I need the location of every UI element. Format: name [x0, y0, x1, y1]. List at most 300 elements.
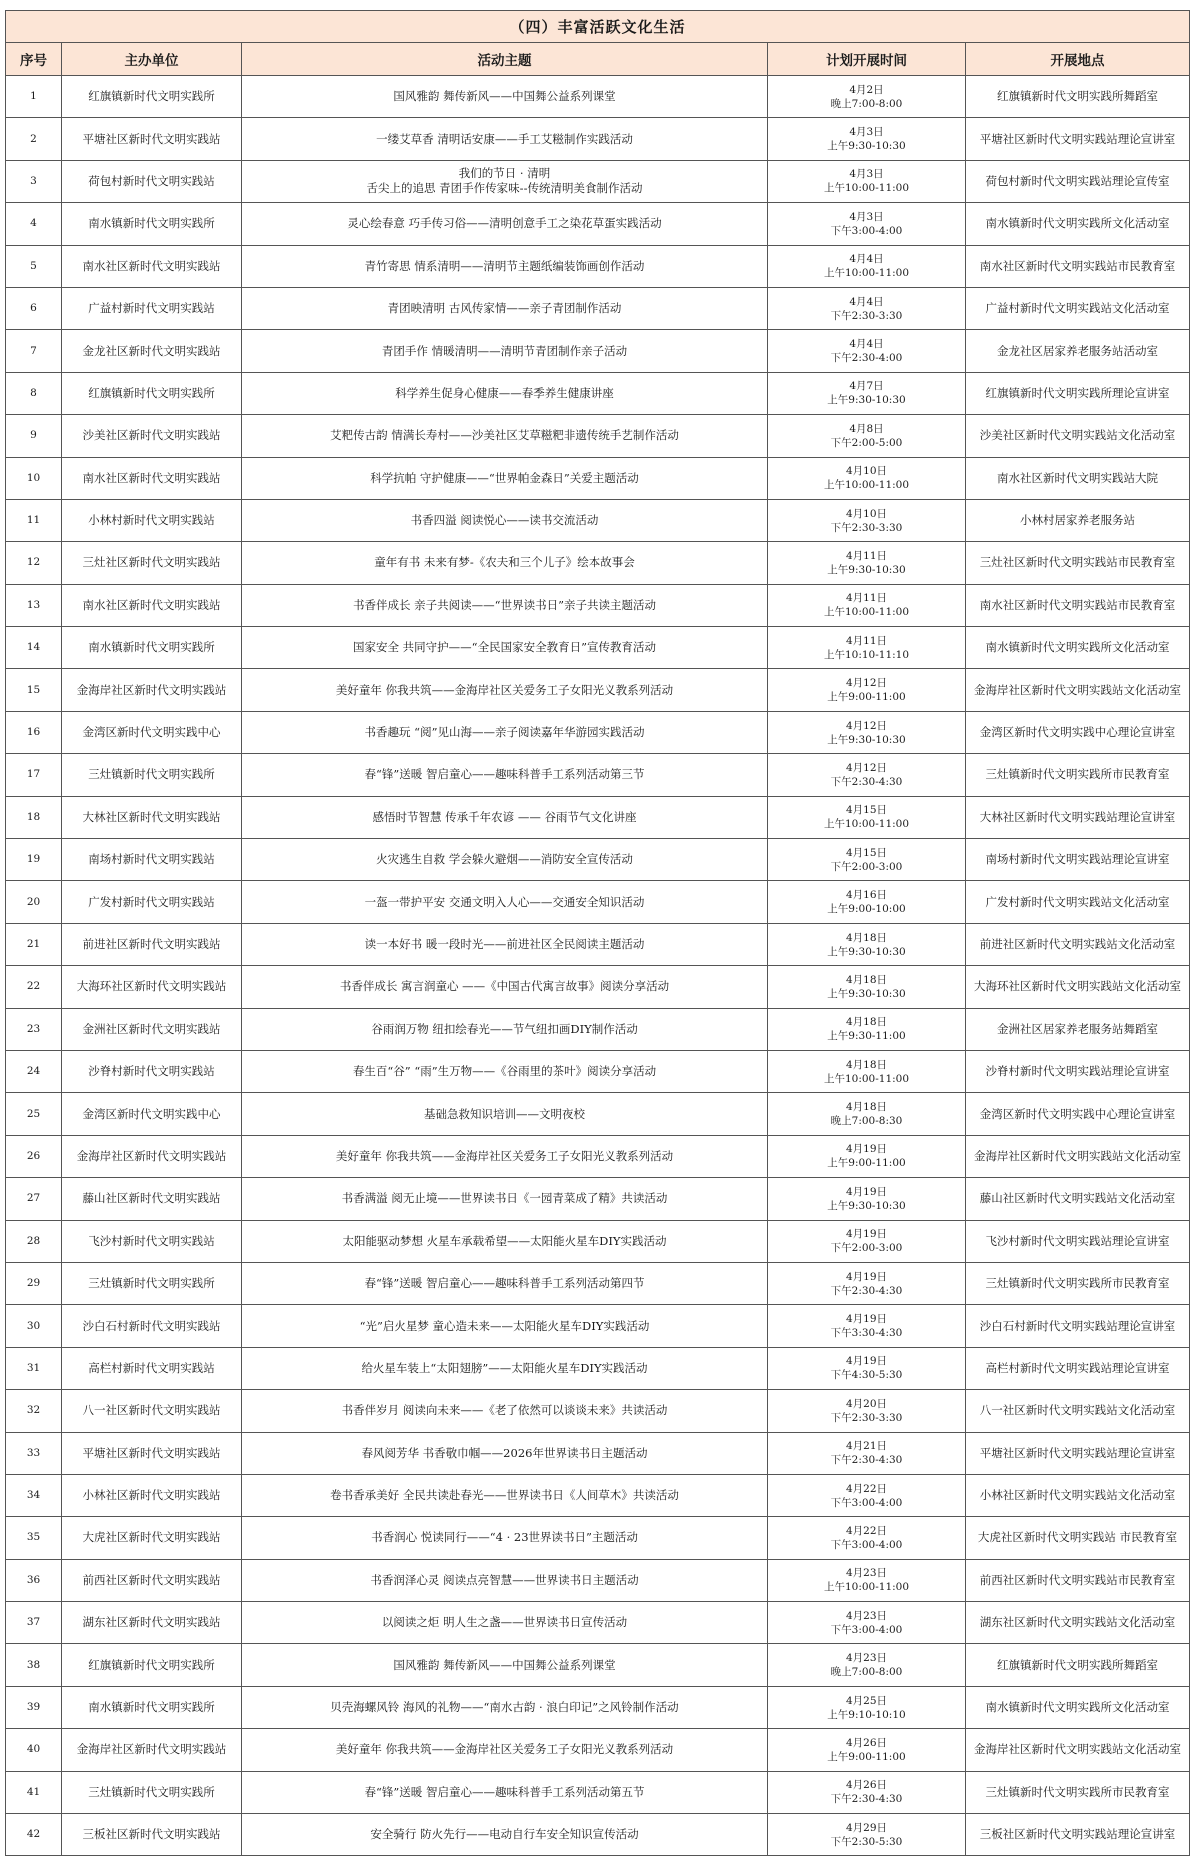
table-row [6, 1008, 1190, 1050]
row-location: 三灶镇新时代文明实践所市民教育室 [966, 754, 1190, 796]
row-date: 4月23日 [845, 1609, 888, 1622]
row-location: 藤山社区新时代文明实践站文化活动室 [966, 1178, 1190, 1220]
row-scheduled-time [768, 1050, 966, 1092]
row-date: 4月3日 [849, 210, 884, 223]
row-scheduled-time [768, 372, 966, 414]
table-row [6, 1050, 1190, 1092]
row-scheduled-time [768, 245, 966, 287]
row-theme-line: 美好童年 你我共筑——金海岸社区关爱务工子女阳光义教系列活动 [335, 1148, 674, 1163]
row-organizer: 三灶社区新时代文明实践站 [62, 542, 242, 584]
row-theme-line: 书香伴成长 亲子共阅读——“世界读书日”亲子共读主题活动 [353, 597, 656, 612]
table-row [6, 711, 1190, 753]
row-theme [242, 1220, 768, 1262]
row-date: 4月19日 [845, 1313, 888, 1326]
row-organizer: 平塘社区新时代文明实践站 [62, 118, 242, 160]
row-time-range: 下午2:00-3:00 [830, 860, 903, 873]
table-row [6, 1771, 1190, 1813]
row-scheduled-time [768, 330, 966, 372]
row-time-range: 上午9:30-10:30 [827, 945, 906, 958]
header-location: 开展地点 [966, 43, 1190, 76]
row-date: 4月15日 [845, 846, 888, 859]
row-scheduled-time [768, 1390, 966, 1432]
row-number: 3 [6, 160, 62, 202]
row-scheduled-time [768, 499, 966, 541]
row-date: 4月29日 [845, 1821, 888, 1834]
row-scheduled-time [768, 118, 966, 160]
row-number: 33 [6, 1432, 62, 1474]
activity-table [5, 10, 1190, 1856]
row-scheduled-time [768, 1729, 966, 1771]
row-time-range: 上午9:10-10:10 [827, 1708, 906, 1721]
row-location: 金龙社区居家养老服务站活动室 [966, 330, 1190, 372]
table-row [6, 1220, 1190, 1262]
row-scheduled-time [768, 1135, 966, 1177]
row-theme-line: 青团手作 情暖清明——清明节青团制作亲子活动 [381, 343, 628, 358]
row-date: 4月4日 [849, 295, 884, 308]
row-number: 34 [6, 1474, 62, 1516]
row-theme-line: 艾粑传古韵 情满长寿村——沙美社区艾草糍粑非遗传统手艺制作活动 [330, 428, 679, 443]
row-number: 36 [6, 1559, 62, 1601]
row-scheduled-time [768, 203, 966, 245]
row-location: 荷包村新时代文明实践站理论宣传室 [966, 160, 1190, 202]
row-location: 八一社区新时代文明实践站文化活动室 [966, 1390, 1190, 1432]
row-theme-line: 书香满溢 阅无止境——世界读书日《一园青菜成了精》共读活动 [341, 1191, 668, 1206]
row-theme [242, 1602, 768, 1644]
table-row [6, 1602, 1190, 1644]
table-row [6, 1390, 1190, 1432]
row-time-range: 下午3:30-4:30 [830, 1327, 903, 1340]
table-row [6, 203, 1190, 245]
row-organizer: 三板社区新时代文明实践站 [62, 1814, 242, 1856]
row-date: 4月2日 [849, 83, 884, 96]
row-organizer: 广益村新时代文明实践站 [62, 287, 242, 329]
row-theme [242, 584, 768, 626]
row-number: 39 [6, 1686, 62, 1728]
row-theme [242, 796, 768, 838]
row-theme-line: 灵心绘春意 巧手传习俗——清明创意手工之染花草蛋实践活动 [347, 216, 662, 231]
row-time-range: 上午9:30-11:00 [827, 1030, 906, 1043]
row-theme-line: 书香润心 悦读同行——“4 · 23世界读书日”主题活动 [371, 1530, 638, 1545]
row-date: 4月19日 [845, 1270, 888, 1283]
row-theme-line: 美好童年 你我共筑——金海岸社区关爱务工子女阳光义教系列活动 [335, 682, 674, 697]
row-date: 4月26日 [845, 1779, 888, 1792]
row-organizer: 藤山社区新时代文明实践站 [62, 1178, 242, 1220]
row-location: 三板社区新时代文明实践站理论宣讲室 [966, 1814, 1190, 1856]
table-row [6, 1135, 1190, 1177]
row-theme [242, 542, 768, 584]
row-scheduled-time [768, 1474, 966, 1516]
row-theme-line: 国风雅韵 舞传新风——中国舞公益系列课堂 [393, 1657, 616, 1672]
row-time-range: 下午2:00-3:00 [830, 1242, 903, 1255]
row-organizer: 高栏村新时代文明实践站 [62, 1347, 242, 1389]
row-time-range: 上午10:00-11:00 [823, 1072, 910, 1085]
row-location: 红旗镇新时代文明实践所舞蹈室 [966, 76, 1190, 118]
row-theme [242, 1262, 768, 1304]
table-row [6, 966, 1190, 1008]
row-theme [242, 881, 768, 923]
row-time-range: 上午9:00-11:00 [827, 1157, 906, 1170]
row-date: 4月18日 [845, 1101, 888, 1114]
row-scheduled-time [768, 669, 966, 711]
row-scheduled-time [768, 966, 966, 1008]
row-theme [242, 1432, 768, 1474]
table-row [6, 160, 1190, 202]
row-theme-line: 以阅读之炬 明人生之盏——世界读书日宣传活动 [381, 1615, 628, 1630]
row-number: 5 [6, 245, 62, 287]
row-theme-line: 书香趣玩 “阅”见山海——亲子阅读嘉年华游园实践活动 [364, 725, 645, 740]
table-row [6, 76, 1190, 118]
row-date: 4月20日 [845, 1397, 888, 1410]
row-number: 37 [6, 1602, 62, 1644]
row-location: 广益村新时代文明实践站文化活动室 [966, 287, 1190, 329]
row-location: 金海岸社区新时代文明实践站文化活动室 [966, 1729, 1190, 1771]
row-date: 4月21日 [845, 1440, 888, 1453]
table-row [6, 372, 1190, 414]
row-organizer: 南场村新时代文明实践站 [62, 839, 242, 881]
row-date: 4月11日 [845, 549, 888, 562]
row-theme [242, 754, 768, 796]
table-row [6, 1517, 1190, 1559]
row-organizer: 金湾区新时代文明实践中心 [62, 1093, 242, 1135]
table-row [6, 499, 1190, 541]
row-theme-line: 书香四溢 阅读悦心——读书交流活动 [410, 513, 599, 528]
row-date: 4月23日 [845, 1652, 888, 1665]
row-theme-line: 春“锋”送暖 智启童心——趣味科普手工系列活动第五节 [364, 1784, 645, 1799]
row-date: 4月11日 [845, 592, 888, 605]
row-theme-line: 春生百“谷” “雨”生万物——《谷雨里的茶叶》阅读分享活动 [352, 1064, 657, 1079]
row-scheduled-time [768, 1771, 966, 1813]
row-location: 沙白石村新时代文明实践站理论宣讲室 [966, 1305, 1190, 1347]
row-theme-line: 贝壳海螺风铃 海风的礼物——“南水古韵 · 浪白印记”之风铃制作活动 [330, 1700, 679, 1715]
activity-schedule-sheet [5, 10, 1189, 1856]
table-row [6, 754, 1190, 796]
row-date: 4月19日 [845, 1355, 888, 1368]
row-number: 8 [6, 372, 62, 414]
row-time-range: 上午9:00-11:00 [827, 691, 906, 704]
row-theme [242, 1178, 768, 1220]
table-row [6, 1178, 1190, 1220]
row-location: 三灶镇新时代文明实践所市民教育室 [966, 1262, 1190, 1304]
row-scheduled-time [768, 160, 966, 202]
table-body [6, 76, 1190, 1856]
row-theme [242, 1390, 768, 1432]
row-theme [242, 372, 768, 414]
row-number: 21 [6, 923, 62, 965]
row-organizer: 大虎社区新时代文明实践站 [62, 1517, 242, 1559]
row-time-range: 上午10:00-11:00 [823, 606, 910, 619]
table-row [6, 923, 1190, 965]
row-organizer: 南水社区新时代文明实践站 [62, 457, 242, 499]
row-date: 4月18日 [845, 1058, 888, 1071]
row-scheduled-time [768, 796, 966, 838]
table-row [6, 1305, 1190, 1347]
row-number: 18 [6, 796, 62, 838]
table-row [6, 1729, 1190, 1771]
row-date: 4月23日 [845, 1567, 888, 1580]
row-time-range: 上午9:00-11:00 [827, 1750, 906, 1763]
row-location: 红旗镇新时代文明实践所舞蹈室 [966, 1644, 1190, 1686]
table-row [6, 839, 1190, 881]
row-scheduled-time [768, 754, 966, 796]
table-row [6, 330, 1190, 372]
row-date: 4月12日 [845, 677, 888, 690]
row-scheduled-time [768, 1814, 966, 1856]
row-location: 南水社区新时代文明实践站市民教育室 [966, 584, 1190, 626]
row-number: 15 [6, 669, 62, 711]
row-date: 4月10日 [845, 465, 888, 478]
row-number: 19 [6, 839, 62, 881]
row-time-range: 上午10:00-11:00 [823, 818, 910, 831]
row-organizer: 三灶镇新时代文明实践所 [62, 1262, 242, 1304]
row-time-range: 上午10:00-11:00 [823, 182, 910, 195]
row-organizer: 红旗镇新时代文明实践所 [62, 372, 242, 414]
row-location: 大虎社区新时代文明实践站 市民教育室 [966, 1517, 1190, 1559]
row-date: 4月26日 [845, 1736, 888, 1749]
row-time-range: 下午2:30-3:30 [830, 521, 903, 534]
row-organizer: 三灶镇新时代文明实践所 [62, 754, 242, 796]
row-location: 南水社区新时代文明实践站市民教育室 [966, 245, 1190, 287]
row-scheduled-time [768, 415, 966, 457]
row-theme-line: 童年有书 未来有梦-《农夫和三个儿子》绘本故事会 [374, 555, 635, 570]
row-theme [242, 627, 768, 669]
row-scheduled-time [768, 923, 966, 965]
row-theme [242, 1093, 768, 1135]
row-date: 4月18日 [845, 1016, 888, 1029]
table-row [6, 584, 1190, 626]
row-organizer: 金海岸社区新时代文明实践站 [62, 1135, 242, 1177]
row-theme [242, 1729, 768, 1771]
row-organizer: 沙白石村新时代文明实践站 [62, 1305, 242, 1347]
row-organizer: 红旗镇新时代文明实践所 [62, 76, 242, 118]
row-location: 三灶社区新时代文明实践站市民教育室 [966, 542, 1190, 584]
row-theme-line: 一缕艾草香 清明话安康——手工艾糍制作实践活动 [376, 131, 633, 146]
row-time-range: 上午9:30-10:30 [827, 733, 906, 746]
row-organizer: 广发村新时代文明实践站 [62, 881, 242, 923]
row-number: 22 [6, 966, 62, 1008]
row-number: 11 [6, 499, 62, 541]
row-location: 金海岸社区新时代文明实践站文化活动室 [966, 1135, 1190, 1177]
row-time-range: 下午2:30-4:30 [830, 775, 903, 788]
row-number: 17 [6, 754, 62, 796]
row-time-range: 上午9:30-10:30 [827, 987, 906, 1000]
row-time-range: 上午9:30-10:30 [827, 140, 906, 153]
row-organizer: 大海环社区新时代文明实践站 [62, 966, 242, 1008]
row-date: 4月12日 [845, 761, 888, 774]
row-scheduled-time [768, 542, 966, 584]
row-theme-line: 安全骑行 防火先行——电动自行车安全知识宣传活动 [370, 1827, 639, 1842]
row-location: 南场村新时代文明实践站理论宣讲室 [966, 839, 1190, 881]
row-theme-line: 谷雨润万物 纽扣绘春光——节气纽扣画DIY制作活动 [371, 1021, 638, 1036]
row-number: 30 [6, 1305, 62, 1347]
row-scheduled-time [768, 1008, 966, 1050]
header-time: 计划开展时间 [768, 43, 966, 76]
row-scheduled-time [768, 1347, 966, 1389]
row-theme-line: 科学养生促身心健康——春季养生健康讲座 [395, 385, 614, 400]
row-scheduled-time [768, 711, 966, 753]
row-number: 7 [6, 330, 62, 372]
row-theme-line: 读一本好书 暖一段时光——前进社区全民阅读主题活动 [364, 937, 645, 951]
row-time-range: 下午2:30-4:30 [830, 1284, 903, 1297]
row-location: 大林社区新时代文明实践站理论宣讲室 [966, 796, 1190, 838]
row-theme [242, 499, 768, 541]
row-theme [242, 923, 768, 965]
row-scheduled-time [768, 839, 966, 881]
row-theme-line: 太阳能驱动梦想 火星车承载希望——太阳能火星车DIY实践活动 [342, 1233, 667, 1248]
row-scheduled-time [768, 1262, 966, 1304]
row-number: 1 [6, 76, 62, 118]
row-theme [242, 1686, 768, 1728]
row-theme [242, 203, 768, 245]
row-organizer: 平塘社区新时代文明实践站 [62, 1432, 242, 1474]
row-organizer: 沙美社区新时代文明实践站 [62, 415, 242, 457]
table-row [6, 1262, 1190, 1304]
table-row [6, 1686, 1190, 1728]
row-theme [242, 1135, 768, 1177]
row-number: 31 [6, 1347, 62, 1389]
row-location: 沙美社区新时代文明实践站文化活动室 [966, 415, 1190, 457]
table-row [6, 1474, 1190, 1516]
row-time-range: 下午3:00-4:00 [830, 1496, 903, 1509]
row-location: 南水镇新时代文明实践所文化活动室 [966, 203, 1190, 245]
row-date: 4月15日 [845, 804, 888, 817]
row-organizer: 湖东社区新时代文明实践站 [62, 1602, 242, 1644]
row-theme-line: 国风雅韵 舞传新风——中国舞公益系列课堂 [393, 89, 616, 104]
row-time-range: 上午9:30-10:30 [827, 1199, 906, 1212]
table-row [6, 1559, 1190, 1601]
row-time-range: 上午9:30-10:30 [827, 563, 906, 576]
row-theme [242, 1008, 768, 1050]
row-theme-line: 青团映清明 古风传家情——亲子青团制作活动 [387, 301, 622, 316]
row-scheduled-time [768, 627, 966, 669]
row-theme-line: 春“锋”送暖 智启童心——趣味科普手工系列活动第三节 [364, 767, 645, 782]
row-theme [242, 1305, 768, 1347]
row-location: 南水镇新时代文明实践所文化活动室 [966, 627, 1190, 669]
row-number: 16 [6, 711, 62, 753]
row-number: 20 [6, 881, 62, 923]
row-organizer: 小林社区新时代文明实践站 [62, 1474, 242, 1516]
row-date: 4月18日 [845, 931, 888, 944]
table-title: （四）丰富活跃文化生活 [6, 11, 1190, 43]
row-scheduled-time [768, 76, 966, 118]
row-scheduled-time [768, 881, 966, 923]
row-number: 32 [6, 1390, 62, 1432]
row-scheduled-time [768, 287, 966, 329]
row-theme [242, 711, 768, 753]
row-theme-line: 书香润泽心灵 阅读点亮智慧——世界读书日主题活动 [370, 1572, 639, 1587]
row-theme-line: 卷书香承美好 全民共读赴春光——世界读书日《人间草木》共读活动 [330, 1488, 679, 1503]
row-location: 小林村居家养老服务站 [966, 499, 1190, 541]
row-theme-line: 书香伴岁月 阅读向未来——《老了依然可以谈谈未来》共读活动 [341, 1403, 668, 1418]
row-time-range: 下午2:30-3:30 [830, 309, 903, 322]
row-location: 金海岸社区新时代文明实践站文化活动室 [966, 669, 1190, 711]
table-row [6, 627, 1190, 669]
row-theme [242, 1644, 768, 1686]
row-date: 4月4日 [849, 338, 884, 351]
row-theme [242, 118, 768, 160]
row-time-range: 晚上7:00-8:00 [830, 97, 903, 110]
row-organizer: 大林社区新时代文明实践站 [62, 796, 242, 838]
table-row [6, 1644, 1190, 1686]
row-theme-line: 我们的节日 · 清明 [458, 166, 551, 181]
row-location: 金湾区新时代文明实践中心理论宣讲室 [966, 711, 1190, 753]
row-date: 4月19日 [845, 1228, 888, 1241]
row-time-range: 上午10:10-11:10 [823, 648, 910, 661]
row-date: 4月18日 [845, 973, 888, 986]
row-time-range: 上午9:00-10:00 [827, 903, 906, 916]
table-row [6, 457, 1190, 499]
row-location: 小林社区新时代文明实践站文化活动室 [966, 1474, 1190, 1516]
row-number: 41 [6, 1771, 62, 1813]
row-time-range: 下午4:30-5:30 [830, 1369, 903, 1382]
row-organizer: 前进社区新时代文明实践站 [62, 923, 242, 965]
row-theme-line: 火灾逃生自救 学会躲火避烟——消防安全宣传活动 [376, 852, 633, 867]
table-row [6, 415, 1190, 457]
row-organizer: 南水镇新时代文明实践所 [62, 627, 242, 669]
row-number: 40 [6, 1729, 62, 1771]
row-time-range: 下午3:00-4:00 [830, 1538, 903, 1551]
row-time-range: 晚上7:00-8:30 [830, 1115, 903, 1128]
row-organizer: 小林村新时代文明实践站 [62, 499, 242, 541]
row-date: 4月19日 [845, 1143, 888, 1156]
row-time-range: 上午9:30-10:30 [827, 394, 906, 407]
row-location: 平塘社区新时代文明实践站理论宣讲室 [966, 118, 1190, 160]
row-number: 14 [6, 627, 62, 669]
row-time-range: 上午10:00-11:00 [823, 479, 910, 492]
table-row [6, 1814, 1190, 1856]
row-theme-line: 基础急救知识培训——文明夜校 [424, 1106, 585, 1121]
row-theme [242, 1474, 768, 1516]
table-row [6, 796, 1190, 838]
row-date: 4月22日 [845, 1524, 888, 1537]
row-location: 金湾区新时代文明实践中心理论宣讲室 [966, 1093, 1190, 1135]
row-theme [242, 839, 768, 881]
row-organizer: 金海岸社区新时代文明实践站 [62, 669, 242, 711]
row-number: 2 [6, 118, 62, 160]
row-time-range: 下午3:00-4:00 [830, 1623, 903, 1636]
row-theme-line: 一盔一带护平安 交通文明入人心——交通安全知识活动 [364, 894, 645, 909]
row-location: 湖东社区新时代文明实践站文化活动室 [966, 1602, 1190, 1644]
row-theme [242, 669, 768, 711]
row-date: 4月8日 [849, 422, 884, 435]
row-location: 南水镇新时代文明实践所文化活动室 [966, 1686, 1190, 1728]
row-location: 红旗镇新时代文明实践所理论宣讲室 [966, 372, 1190, 414]
row-date: 4月3日 [849, 126, 884, 139]
row-location: 三灶镇新时代文明实践所市民教育室 [966, 1771, 1190, 1813]
row-time-range: 晚上7:00-8:00 [830, 1666, 903, 1679]
row-theme-line: 国家安全 共同守护——“全民国家安全教育日”宣传教育活动 [353, 640, 656, 655]
table-row [6, 1432, 1190, 1474]
row-time-range: 下午2:30-4:30 [830, 1454, 903, 1467]
row-scheduled-time [768, 1093, 966, 1135]
row-organizer: 荷包村新时代文明实践站 [62, 160, 242, 202]
row-theme [242, 1347, 768, 1389]
table-row [6, 1347, 1190, 1389]
row-time-range: 下午2:30-4:00 [830, 352, 903, 365]
row-theme [242, 287, 768, 329]
row-location: 飞沙村新时代文明实践站理论宣讲室 [966, 1220, 1190, 1262]
row-date: 4月7日 [849, 380, 884, 393]
row-number: 35 [6, 1517, 62, 1559]
row-number: 25 [6, 1093, 62, 1135]
row-date: 4月11日 [845, 634, 888, 647]
row-theme-line: 科学抗帕 守护健康——“世界帕金森日”关爱主题活动 [370, 470, 639, 485]
row-scheduled-time [768, 1517, 966, 1559]
row-scheduled-time [768, 1686, 966, 1728]
row-scheduled-time [768, 1602, 966, 1644]
row-organizer: 金洲社区新时代文明实践站 [62, 1008, 242, 1050]
row-theme [242, 415, 768, 457]
row-scheduled-time [768, 1644, 966, 1686]
